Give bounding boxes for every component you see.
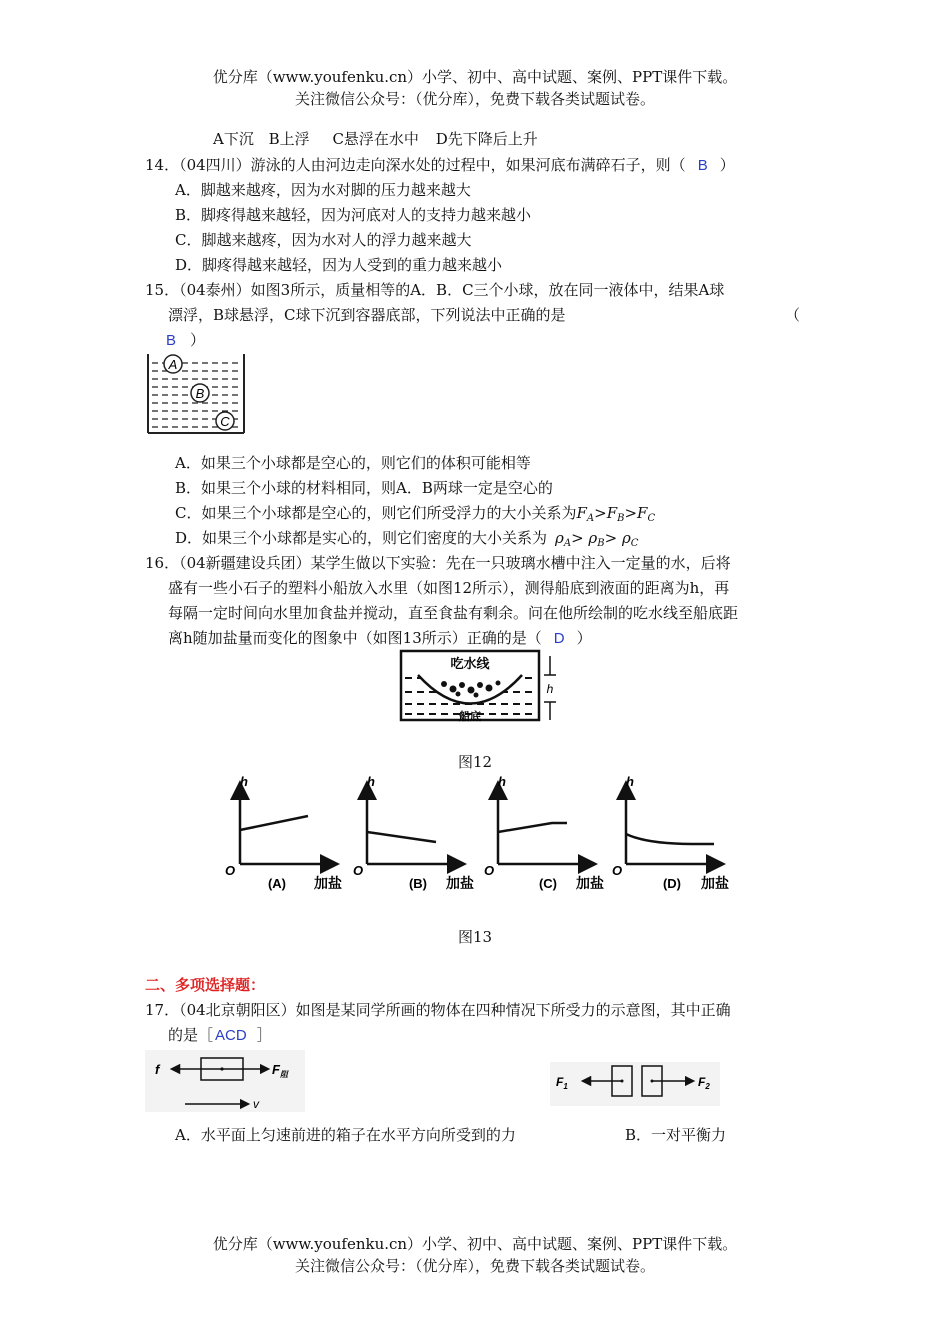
q15-option-d: D．如果三个小球都是实心的，则它们密度的大小关系为 $\rho_A> \rho_B> \rho_C$ bbox=[175, 529, 639, 549]
graph-a-origin: O bbox=[225, 863, 236, 878]
q15-option-c: C．如果三个小球都是空心的，则它们所受浮力的大小关系为$F_A>F_B>F_C$ bbox=[175, 504, 656, 524]
force-f2-label: $F_2$ bbox=[698, 1075, 710, 1091]
graph-a-xlabel: 加盐 bbox=[314, 875, 342, 891]
q13-option-a: A下沉 bbox=[213, 130, 254, 148]
graph-b-letter: (B) bbox=[408, 876, 428, 891]
graph-c-line bbox=[498, 823, 567, 832]
graph-a-letter: (A) bbox=[267, 876, 287, 891]
q14-answer: B bbox=[697, 157, 708, 174]
q13-option-c: C悬浮在水中 bbox=[332, 130, 419, 148]
fig12-h-label: h bbox=[546, 682, 554, 696]
fig12-caption: 图12 bbox=[458, 753, 493, 771]
q17-line-1: 17．（04北京朝阳区）如图是某同学所画的物体在四种情况下所受力的示意图，其中正确 bbox=[145, 1001, 731, 1019]
graph-d-origin: O bbox=[612, 863, 623, 878]
q16-line-2: 盛有一些小石子的塑料小船放入水里（如图12所示），测得船底到液面的距离为h，再 bbox=[168, 579, 730, 597]
fig13-caption: 图13 bbox=[458, 928, 493, 946]
footer-line-2: 关注微信公众号：（优分库），免费下载各类试题试卷。 bbox=[294, 1257, 655, 1275]
graph-d-letter: (D) bbox=[662, 876, 682, 891]
ball-c-label: C bbox=[220, 414, 230, 429]
q17-caption-b: B．一对平衡力 bbox=[625, 1126, 727, 1144]
graph-a-line bbox=[240, 816, 308, 830]
q15-option-d-formula: $\rho_A> \rho_B> \rho_C$ bbox=[555, 529, 639, 549]
force-F-label: $F_阻$ bbox=[272, 1062, 288, 1079]
q16-line-4: 离h随加盐量而变化的图象中（如图13所示）正确的是（ D ） bbox=[168, 629, 592, 647]
q15-option-a: A．如果三个小球都是空心的，则它们的体积可能相等 bbox=[175, 454, 531, 472]
fig12-boat-figure bbox=[398, 648, 560, 724]
ball-b-label: B bbox=[195, 386, 205, 401]
force-f-label: f bbox=[155, 1062, 160, 1077]
q13-option-b: B上浮 bbox=[268, 130, 310, 148]
q13-options bbox=[213, 128, 538, 149]
q16-line-3: 每隔一定时间向水里加食盐并搅动，直至食盐有剩余。问在他所绘制的吃水线至船底距 bbox=[168, 604, 739, 622]
graph-b-xlabel: 加盐 bbox=[446, 875, 474, 891]
graph-d-xlabel: 加盐 bbox=[701, 875, 729, 891]
q14-option-a: A．脚越来越疼，因为水对脚的压力越来越大 bbox=[175, 181, 471, 199]
fig12-waterline-label: 吃水线 bbox=[450, 656, 490, 671]
graph-c-xlabel: 加盐 bbox=[576, 875, 604, 891]
velocity-v-label: v bbox=[253, 1097, 259, 1111]
q15-answer-line: B ） bbox=[166, 331, 206, 349]
graph-d-line bbox=[626, 834, 714, 844]
graph-a-h: h bbox=[240, 774, 248, 789]
q17-fig-b bbox=[550, 1062, 720, 1106]
q17-line-2: 的是［ ACD ］ bbox=[168, 1026, 272, 1044]
header-line-2: 关注微信公众号：（优分库），免费下载各类试题试卷。 bbox=[294, 90, 655, 108]
fig3-beaker-figure bbox=[144, 352, 248, 436]
graph-c-origin: O bbox=[484, 863, 495, 878]
footer-line-1: 优分库（www.youfenku.cn）小学、初中、高中试题、案例、PPT课件下载。 bbox=[212, 1235, 738, 1253]
q13-option-d: D先下降后上升 bbox=[435, 130, 538, 148]
q15-stem-line-2: 漂浮，B球悬浮，C球下沉到容器底部，下列说法中正确的是 bbox=[168, 306, 566, 324]
graph-c-h: h bbox=[498, 774, 506, 789]
q15-answer: B bbox=[166, 332, 177, 349]
q17-caption-a: A．水平面上匀速前进的箱子在水平方向所受到的力 bbox=[175, 1126, 516, 1144]
q17-fig-a bbox=[145, 1050, 305, 1112]
graph-b-h: h bbox=[367, 774, 375, 789]
q15-stem-line-1: 15．（04泰州）如图3所示，质量相等的A．B．C三个小球，放在同一液体中，结果A球 bbox=[145, 281, 725, 299]
q16-answer: D bbox=[553, 630, 565, 647]
graph-b-origin: O bbox=[353, 863, 364, 878]
ball-a-label: A bbox=[168, 357, 178, 372]
header-line-1: 优分库（www.youfenku.cn）小学、初中、高中试题、案例、PPT课件下载。 bbox=[212, 68, 738, 86]
fig13-graphs bbox=[222, 772, 738, 894]
force-f1-label: $F_1$ bbox=[556, 1075, 568, 1091]
q14-stem: 14．（04四川）游泳的人由河边走向深水处的过程中，如果河底布满碎石子，则（ B ） bbox=[145, 156, 735, 174]
q15-option-c-formula: $F_A>F_B>F_C$ bbox=[576, 504, 656, 524]
q14-option-b: B．脚疼得越来越轻，因为河底对人的支持力越来越小 bbox=[175, 206, 532, 224]
q15-open-paren: （ bbox=[785, 306, 801, 324]
q14-option-c: C．脚越来越疼，因为水对人的浮力越来越大 bbox=[175, 231, 472, 249]
q17-answer: ACD bbox=[215, 1027, 247, 1044]
section-2-title: 二、多项选择题： bbox=[145, 976, 266, 994]
fig12-boat-bottom-label: 船底 bbox=[459, 711, 481, 723]
graph-c-letter: (C) bbox=[538, 876, 558, 891]
q14-option-d: D．脚疼得越来越轻，因为人受到的重力越来越小 bbox=[175, 256, 503, 274]
q15-option-b: B．如果三个小球的材料相同，则A．B两球一定是空心的 bbox=[175, 479, 553, 497]
graph-d-h: h bbox=[626, 774, 634, 789]
q16-line-1: 16．（04新疆建设兵团）某学生做以下实验：先在一只玻璃水槽中注入一定量的水，后将 bbox=[145, 554, 731, 572]
graph-b-line bbox=[367, 832, 436, 842]
